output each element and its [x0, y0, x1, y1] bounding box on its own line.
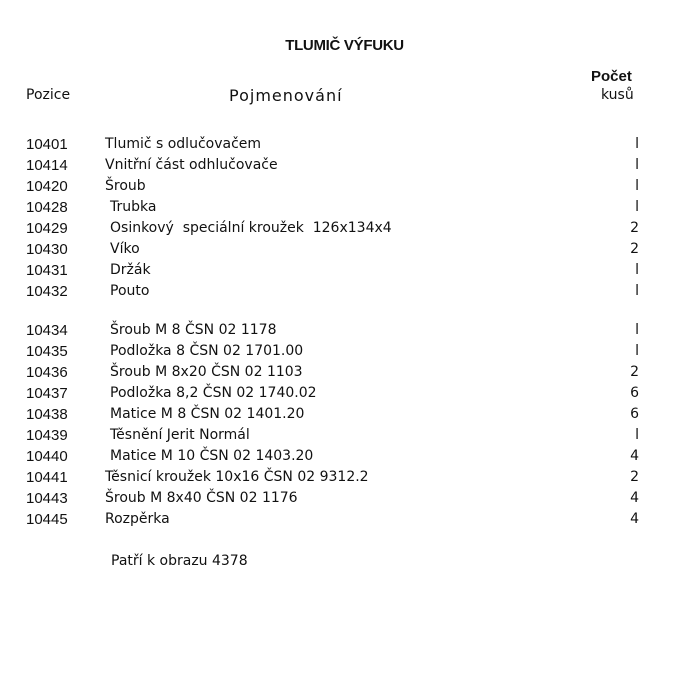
table-row: [0, 427, 689, 447]
row-quantity: 2: [630, 220, 639, 236]
row-quantity: 4: [630, 448, 639, 464]
row-quantity: l: [635, 343, 639, 359]
row-position: 10428: [26, 199, 68, 216]
row-name: Podložka 8 ČSN 02 1701.00: [110, 343, 304, 359]
row-quantity: l: [635, 283, 639, 299]
row-quantity: 6: [630, 385, 639, 401]
table-row: [0, 469, 689, 489]
row-name: Tlumič s odlučovačem: [105, 136, 262, 152]
row-name: Podložka 8,2 ČSN 02 1740.02: [110, 385, 317, 401]
row-name: Šroub M 8x20 ČSN 02 1103: [110, 364, 303, 380]
table-row: [0, 511, 689, 531]
row-name: Víko: [110, 241, 140, 257]
table-row: [0, 343, 689, 363]
row-name: Šroub M 8x40 ČSN 02 1176: [105, 490, 298, 506]
row-name: Šroub M 8 ČSN 02 1178: [110, 322, 277, 338]
document-title: TLUMIČ VÝFUKU: [285, 37, 404, 54]
row-position: 10436: [26, 364, 68, 381]
column-header-pojmenovani: Pojmenování: [229, 86, 343, 105]
row-quantity: l: [635, 322, 639, 338]
row-name: Vnitřní část odhlučovače: [105, 157, 278, 173]
table-row: [0, 385, 689, 405]
row-quantity: l: [635, 157, 639, 173]
row-name: Držák: [110, 262, 151, 278]
table-row: [0, 283, 689, 303]
row-position: 10437: [26, 385, 68, 402]
row-quantity: 2: [630, 241, 639, 257]
row-quantity: l: [635, 262, 639, 278]
table-row: [0, 178, 689, 198]
row-quantity: l: [635, 427, 639, 443]
row-quantity: l: [635, 178, 639, 194]
row-name: Těsnění Jerit Normál: [110, 427, 250, 443]
row-name: Trubka: [110, 199, 157, 215]
row-quantity: l: [635, 199, 639, 215]
row-position: 10445: [26, 511, 68, 528]
row-position: 10438: [26, 406, 68, 423]
row-position: 10441: [26, 469, 68, 486]
row-position: 10420: [26, 178, 68, 195]
table-row: [0, 136, 689, 156]
row-quantity: 4: [630, 511, 639, 527]
row-quantity: 2: [630, 469, 639, 485]
row-position: 10431: [26, 262, 68, 279]
table-row: [0, 448, 689, 468]
row-name: Matice M 10 ČSN 02 1403.20: [110, 448, 314, 464]
table-row: [0, 241, 689, 261]
table-row: [0, 157, 689, 177]
row-position: 10432: [26, 283, 68, 300]
table-row: [0, 262, 689, 282]
row-position: 10429: [26, 220, 68, 237]
footer-note: Patří k obrazu 4378: [111, 553, 248, 569]
row-position: 10439: [26, 427, 68, 444]
column-header-kusu: kusů: [601, 87, 634, 103]
row-position: 10401: [26, 136, 68, 153]
row-quantity: 4: [630, 490, 639, 506]
row-name: Matice M 8 ČSN 02 1401.20: [110, 406, 305, 422]
row-position: 10443: [26, 490, 68, 507]
table-row: [0, 199, 689, 219]
row-position: 10435: [26, 343, 68, 360]
row-name: Rozpěrka: [105, 511, 170, 527]
row-position: 10440: [26, 448, 68, 465]
row-quantity: 6: [630, 406, 639, 422]
row-name: Těsnicí kroužek 10x16 ČSN 02 9312.2: [105, 469, 369, 485]
table-row: [0, 322, 689, 342]
table-row: [0, 490, 689, 510]
table-row: [0, 364, 689, 384]
table-row: [0, 220, 689, 240]
row-quantity: l: [635, 136, 639, 152]
row-position: 10414: [26, 157, 68, 174]
row-name: Osinkový speciální kroužek 126x134x4: [110, 220, 392, 236]
column-header-pozice: Pozice: [26, 87, 71, 103]
row-quantity: 2: [630, 364, 639, 380]
table-row: [0, 406, 689, 426]
row-name: Pouto: [110, 283, 150, 299]
row-position: 10430: [26, 241, 68, 258]
row-name: Šroub: [105, 178, 146, 194]
row-position: 10434: [26, 322, 68, 339]
column-header-pocet: Počet: [591, 68, 632, 85]
